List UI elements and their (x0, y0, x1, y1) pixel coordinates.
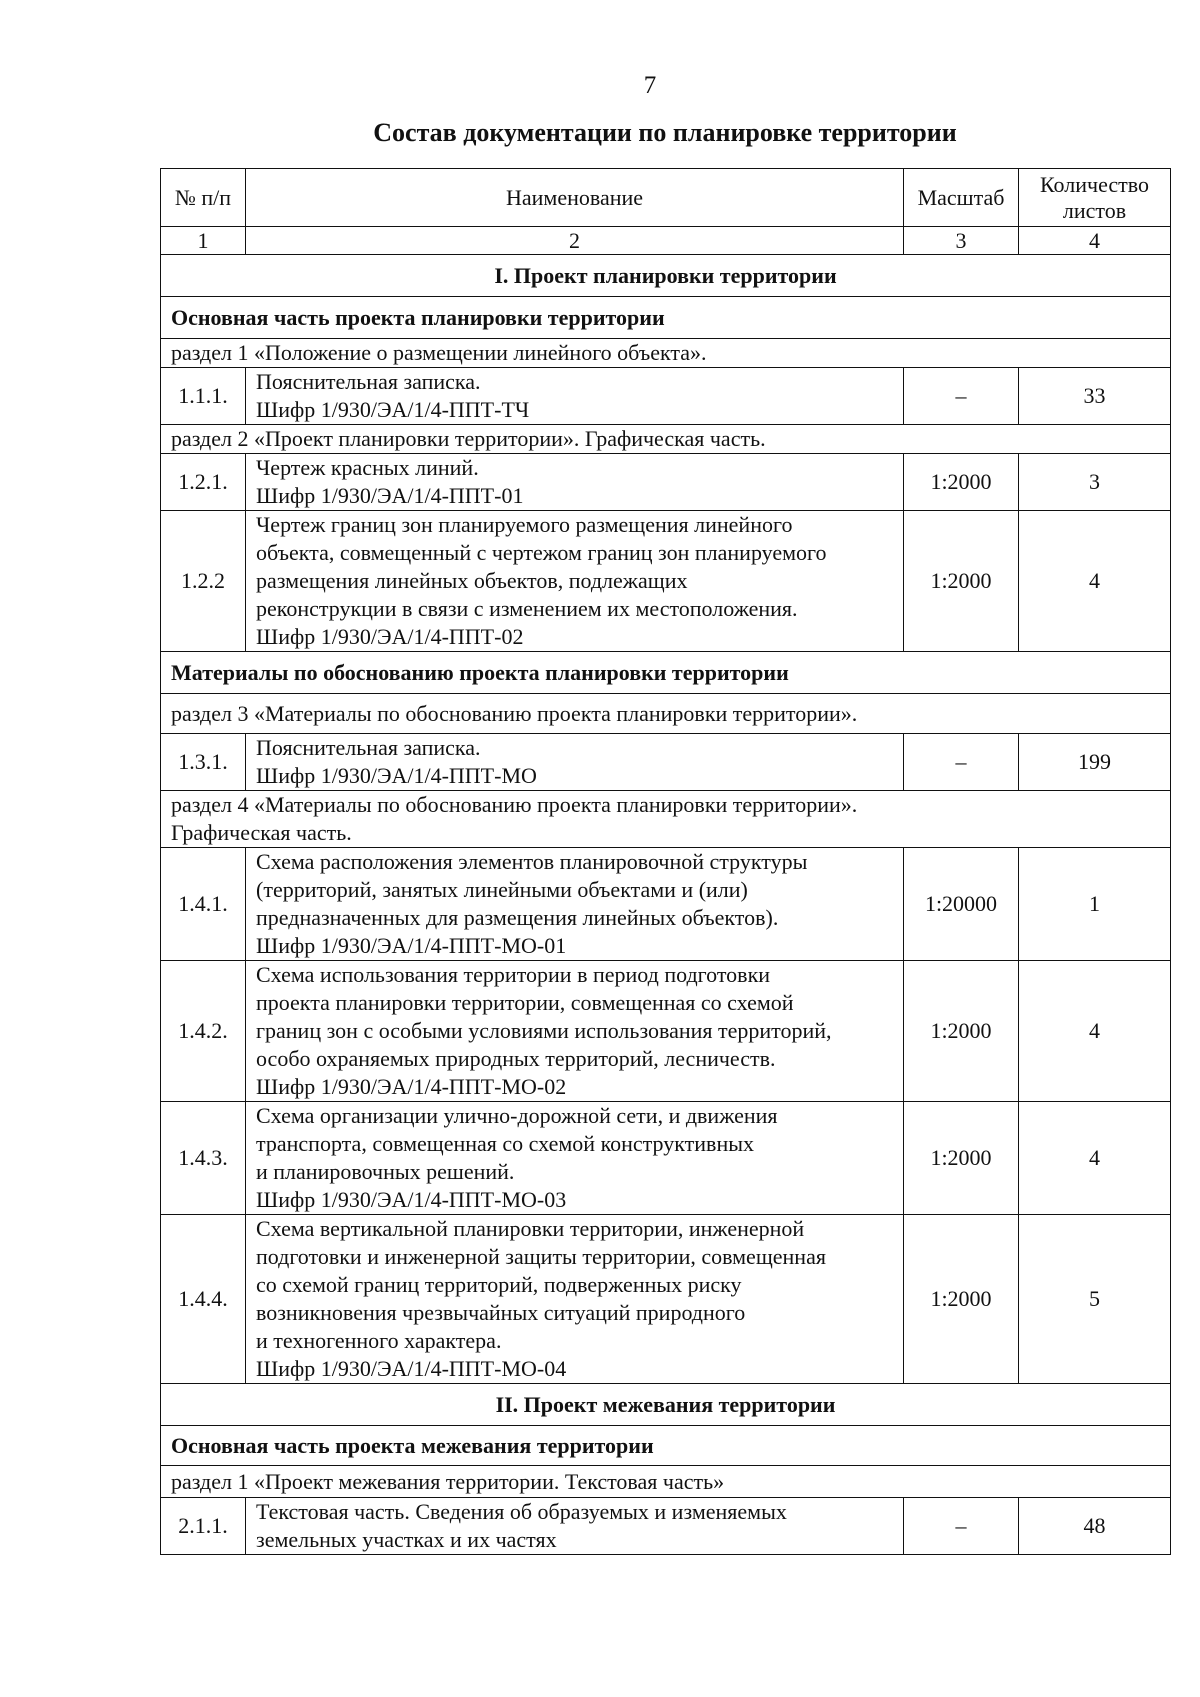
item-name-line: проекта планировки территории, совмещенная со схемой (256, 990, 794, 1015)
item-sheet-count: 4 (1019, 1102, 1171, 1215)
item-sheet-count: 3 (1019, 454, 1171, 511)
item-name-line: Шифр 1/930/ЭА/1/4-ППТ-МО-01 (256, 933, 567, 958)
subsection-row (161, 1426, 1171, 1466)
table-row (161, 1498, 1171, 1555)
item-scale: 1:2000 (904, 1215, 1019, 1384)
item-number: 1.3.1. (161, 734, 246, 791)
table-row (161, 734, 1171, 791)
item-sheet-count: 5 (1019, 1215, 1171, 1384)
item-name (246, 734, 904, 791)
razdel-row (161, 339, 1171, 368)
item-number: 1.2.1. (161, 454, 246, 511)
item-name-line: размещения линейных объектов, подлежащих (256, 568, 688, 593)
section-title: II. Проект межевания территории (161, 1384, 1171, 1426)
subsection-title: Материалы по обоснованию проекта планировки территории (161, 652, 1171, 694)
section-row (161, 1384, 1171, 1426)
table-row (161, 1215, 1171, 1384)
item-name-line: предназначенных для размещения линейных объектов). (256, 905, 779, 930)
razdel-row (161, 791, 1171, 848)
razdel-title (161, 339, 1171, 368)
table-row (161, 1102, 1171, 1215)
subsection-title: Основная часть проекта межевания территории (161, 1426, 1171, 1466)
column-number: 2 (246, 227, 904, 255)
item-name (246, 961, 904, 1102)
item-name-line: земельных участках и их частях (256, 1527, 557, 1552)
item-sheet-count: 48 (1019, 1498, 1171, 1555)
item-number: 1.4.4. (161, 1215, 246, 1384)
item-scale: 1:2000 (904, 1102, 1019, 1215)
documentation-table (160, 168, 1171, 1555)
razdel-line: раздел 2 «Проект планировки территории». Графическая часть. (171, 426, 766, 451)
subsection-row (161, 297, 1171, 339)
razdel-line: раздел 1 «Положение о размещении линейного объекта». (171, 340, 707, 365)
item-name (246, 368, 904, 425)
item-name-line: реконструкции в связи с изменением их местоположения. (256, 596, 798, 621)
item-scale: 1:20000 (904, 848, 1019, 961)
item-name-line: Пояснительная записка. (256, 735, 481, 760)
item-scale: – (904, 1498, 1019, 1555)
item-sheet-count: 33 (1019, 368, 1171, 425)
item-name-line: границ зон с особыми условиями использования территорий, (256, 1018, 832, 1043)
item-name (246, 1498, 904, 1555)
item-scale: – (904, 368, 1019, 425)
item-name (246, 1215, 904, 1384)
header-name: Наименование (246, 169, 904, 227)
razdel-line: раздел 3 «Материалы по обоснованию проекта планировки территории». (171, 700, 858, 726)
section-title: I. Проект планировки территории (161, 255, 1171, 297)
razdel-title (161, 791, 1171, 848)
header-num: № п/п (161, 169, 246, 227)
item-name-line: Текстовая часть. Сведения об образуемых и изменяемых (256, 1499, 787, 1524)
item-name-line: подготовки и инженерной защиты территории, совмещенная (256, 1244, 826, 1269)
subsection-row (161, 652, 1171, 694)
item-number: 2.1.1. (161, 1498, 246, 1555)
item-name-line: Шифр 1/930/ЭА/1/4-ППТ-01 (256, 483, 524, 508)
item-name-line: Схема использования территории в период подготовки (256, 962, 771, 987)
column-number: 4 (1019, 227, 1171, 255)
item-scale: 1:2000 (904, 511, 1019, 652)
item-name (246, 1102, 904, 1215)
column-number: 1 (161, 227, 246, 255)
item-name-line: Чертеж красных линий. (256, 455, 479, 480)
table-row (161, 368, 1171, 425)
header-sheets (1019, 169, 1171, 227)
table-header-row (161, 169, 1171, 227)
document-title: Состав документации по планировке территории (373, 118, 957, 147)
item-name-line: Шифр 1/930/ЭА/1/4-ППТ-МО (256, 763, 537, 788)
table-row (161, 848, 1171, 961)
item-name-line: Схема организации улично-дорожной сети, и движения (256, 1103, 778, 1128)
header-sheets-line: Количество (1039, 171, 1150, 197)
section-row (161, 255, 1171, 297)
item-name (246, 848, 904, 961)
column-number: 3 (904, 227, 1019, 255)
item-scale: 1:2000 (904, 961, 1019, 1102)
item-name-line: объекта, совмещенный с чертежом границ зон планируемого (256, 540, 827, 565)
item-name (246, 454, 904, 511)
header-sheets-line: листов (1062, 197, 1127, 223)
item-name-line: Схема вертикальной планировки территории, инженерной (256, 1216, 805, 1241)
column-numbers-row (161, 227, 1171, 255)
item-name-line: (территорий, занятых линейными объектами и (или) (256, 877, 748, 902)
item-scale: – (904, 734, 1019, 791)
page-number: 7 (643, 72, 657, 99)
razdel-row (161, 1466, 1171, 1498)
item-name-line: Шифр 1/930/ЭА/1/4-ППТ-02 (256, 624, 524, 649)
item-number: 1.1.1. (161, 368, 246, 425)
razdel-row (161, 425, 1171, 454)
item-name (246, 511, 904, 652)
subsection-title: Основная часть проекта планировки территории (161, 297, 1171, 339)
item-name-line: и планировочных решений. (256, 1159, 515, 1184)
razdel-title (161, 425, 1171, 454)
item-scale: 1:2000 (904, 454, 1019, 511)
item-name-line: Шифр 1/930/ЭА/1/4-ППТ-МО-04 (256, 1356, 567, 1381)
razdel-line: раздел 1 «Проект межевания территории. Текстовая часть» (171, 1468, 725, 1494)
item-number: 1.2.2 (161, 511, 246, 652)
razdel-line: Графическая часть. (171, 820, 352, 845)
item-sheet-count: 199 (1019, 734, 1171, 791)
item-name-line: Чертеж границ зон планируемого размещения линейного (256, 512, 793, 537)
razdel-title (161, 1466, 1171, 1498)
item-number: 1.4.3. (161, 1102, 246, 1215)
item-sheet-count: 4 (1019, 961, 1171, 1102)
item-sheet-count: 4 (1019, 511, 1171, 652)
razdel-line: раздел 4 «Материалы по обоснованию проекта планировки территории». (171, 792, 858, 817)
item-name-line: Шифр 1/930/ЭА/1/4-ППТ-ТЧ (256, 397, 530, 422)
item-name-line: и техногенного характера. (256, 1328, 502, 1353)
item-name-line: особо охраняемых природных территорий, лесничеств. (256, 1046, 776, 1071)
table-row (161, 511, 1171, 652)
item-name-line: возникновения чрезвычайных ситуаций природного (256, 1300, 746, 1325)
item-name-line: со схемой границ территорий, подверженных риску (256, 1272, 742, 1297)
item-name-line: Пояснительная записка. (256, 369, 481, 394)
item-number: 1.4.1. (161, 848, 246, 961)
table-row (161, 961, 1171, 1102)
razdel-title (161, 694, 1171, 734)
razdel-row (161, 694, 1171, 734)
item-name-line: транспорта, совмещенная со схемой конструктивных (256, 1131, 754, 1156)
table-row (161, 454, 1171, 511)
item-name-line: Шифр 1/930/ЭА/1/4-ППТ-МО-02 (256, 1074, 567, 1099)
item-number: 1.4.2. (161, 961, 246, 1102)
item-sheet-count: 1 (1019, 848, 1171, 961)
item-name-line: Шифр 1/930/ЭА/1/4-ППТ-МО-03 (256, 1187, 567, 1212)
item-name-line: Схема расположения элементов планировочной структуры (256, 849, 808, 874)
header-scale: Масштаб (904, 169, 1019, 227)
